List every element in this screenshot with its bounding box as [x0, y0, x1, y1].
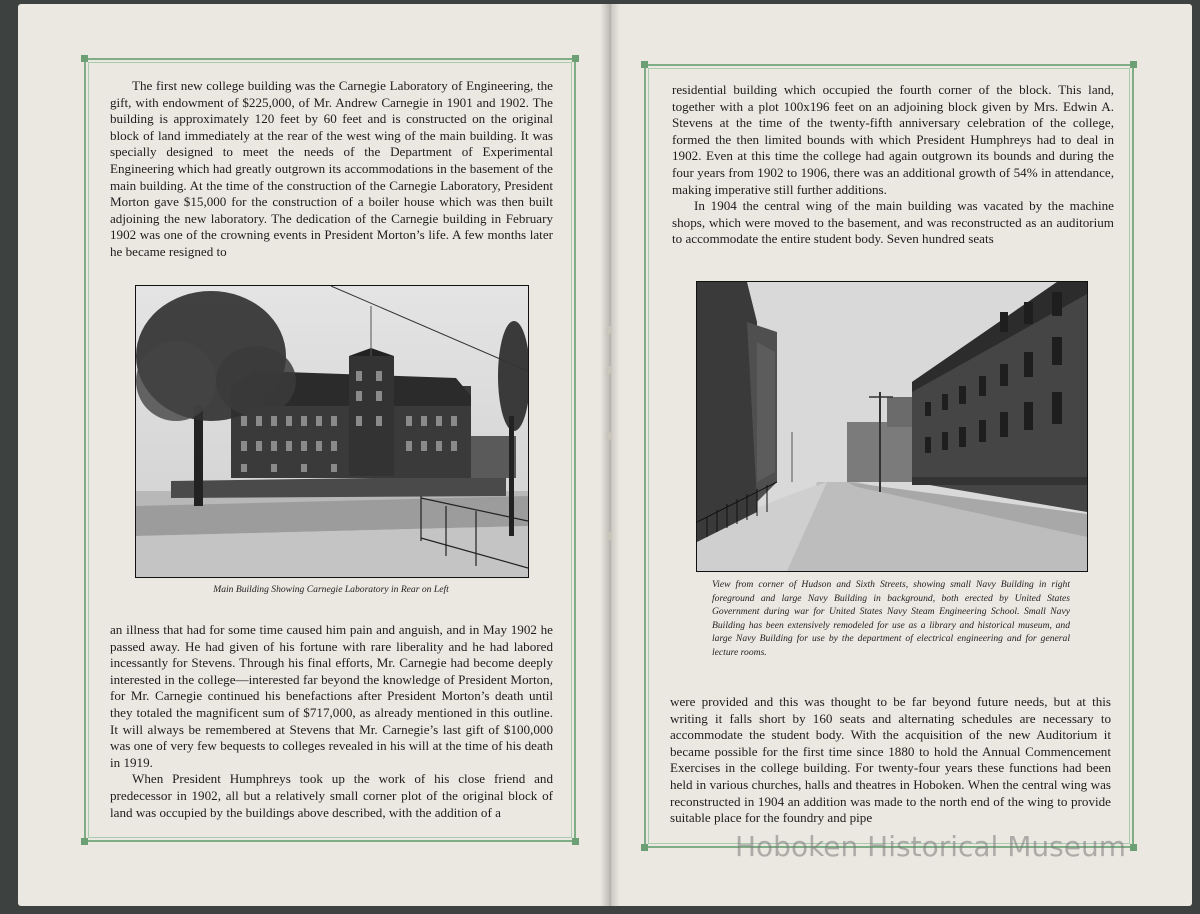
left-top-text — [110, 78, 553, 261]
paragraph: The first new college building was the Carnegie Laboratory of Engineering, the gift, with endowment of $225,000, of Mr. Andrew Carnegie in 1901 and 1902. The building is approximately 120 feet by 60 feet and is constructed on the original block of land immediately at the rear of the west wing of the main building. It was specially designed to meet the needs of the Department of Experimental Engineering which had greatly outgrown its accommodations in the basement of the main building. At the time of the construction of the Carnegie Laboratory, President Morton gave $15,000 for the construction of a boiler house which was then built adjoining the new laboratory. The dedication of the Carnegie building in February 1902 was one of the crowning events in President Morton’s life. A few months later he became resigned to — [110, 78, 553, 259]
photo-main-building — [135, 285, 529, 578]
right-photo-caption: View from corner of Hudson and Sixth Streets, showing small Navy Building in right foreground and large Navy Building in background, both erected by United States Government during war for United States Navy Steam Engineering School. Small Navy Building has been extensively remodeled for use as a library and historical museum, and large Navy Building for use by the department of electrical engineering and for general lecture rooms. — [712, 579, 1070, 658]
binding-hole — [606, 532, 612, 540]
right-bottom-text — [670, 694, 1111, 827]
book-gutter — [600, 4, 620, 906]
binding-hole — [606, 366, 612, 374]
left-photo-caption: Main Building Showing Carnegie Laboratory in Rear on Left — [213, 584, 449, 595]
binding-hole — [606, 432, 612, 440]
right-top-text — [672, 82, 1114, 248]
paragraph: an illness that had for some time caused him pain and anguish, and in May 1902 he passed away. He had given of his fortune with rare liberality and he had labored incessantly for Stevens. Through his final efforts, Mr. Carnegie had become deeply interested in the college—interested far beyond the knowledge of President Morton, for Mr. Carnegie continued his benefactions after President Morton’s death until they totaled the magnificent sum of $717,000, as already mentioned in this outline. It will always be remembered at Stevens that Mr. Carnegie’s last gift of $100,000 was one of very few bequests to colleges revealed in his will at the time of his death in 1919. — [110, 622, 553, 770]
paragraph: When President Humphreys took up the work of his close friend and predecessor in 1902, all but a relatively small corner plot of the original block of land was occupied by the buildings above described, with the addition of a — [110, 771, 553, 820]
paragraph: residential building which occupied the fourth corner of the block. This land, together with a plot 100x196 feet on an adjoining block given by Mrs. Edwin A. Stevens at the time of the twenty-fifth anniversary celebration of the college, formed the then limited bounds with which President Humphreys had to deal in 1902. Even at this time the college had again outgrown its bounds and during the four years from 1902 to 1906, there was an additional growth of 54% in attendance, making imperative still further additions. — [672, 82, 1114, 197]
paragraph: In 1904 the central wing of the main building was vacated by the machine shops, which were moved to the basement, and was reconstructed as an auditorium to accommodate the entire student body. Seven hundred seats — [672, 198, 1114, 247]
left-bottom-text — [110, 622, 553, 821]
paragraph: were provided and this was thought to be far beyond future needs, but at this writing it falls short by 160 seats and alternating schedules are necessary to accommodate the student body. With the acquisition of the new Auditorium it became possible for the first time since 1880 to hold the Annual Commencement Exercises in the college building. For twenty-four years these functions had been held in various churches, halls and theatres in Hoboken. When the central wing was reconstructed in 1904 an addition was made to the north end of the wing to provide suitable place for the foundry and pipe — [670, 694, 1111, 826]
binding-hole — [606, 326, 612, 334]
photo-navy-buildings — [696, 281, 1088, 572]
watermark-text: Hoboken Historical Museum — [735, 830, 1126, 863]
